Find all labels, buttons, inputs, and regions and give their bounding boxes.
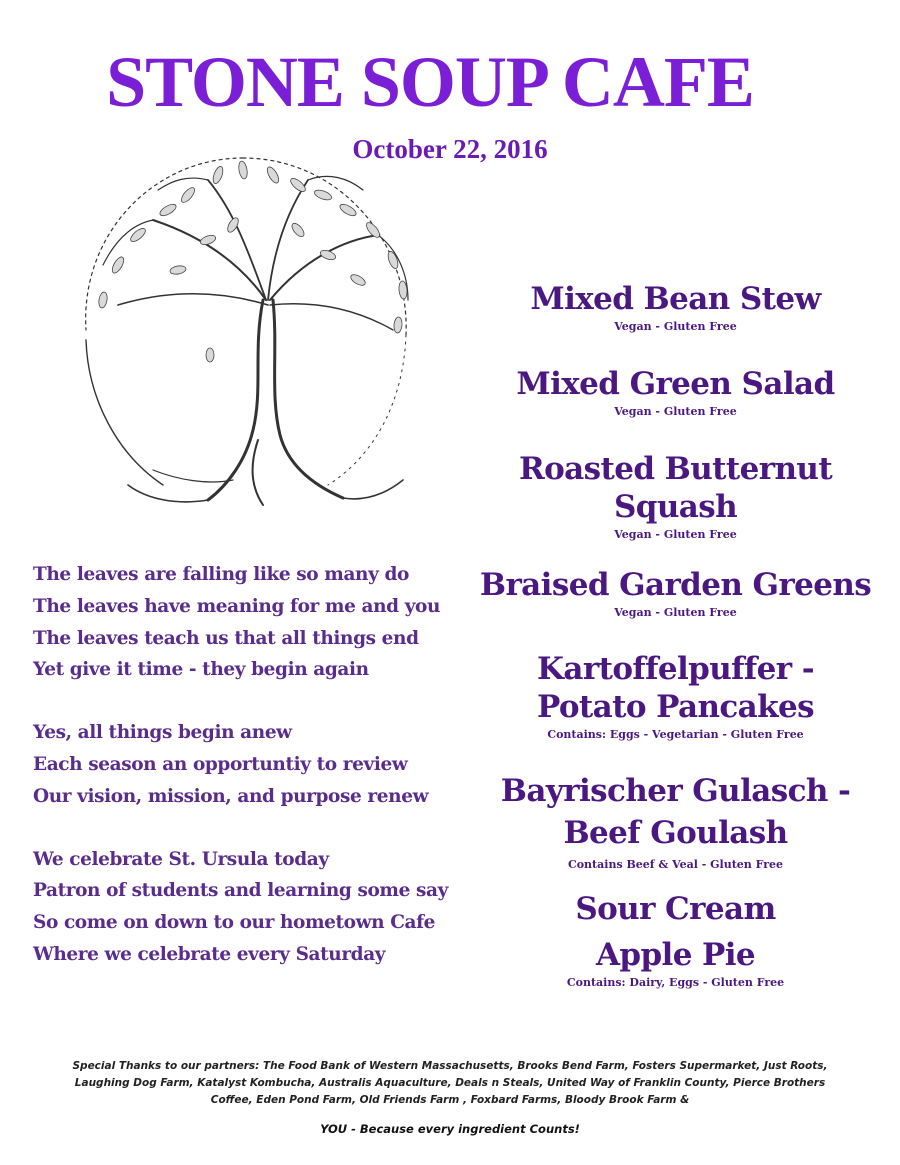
poem-line: Patron of students and learning some say — [33, 880, 448, 902]
menu-item-name: Roasted Butternut — [518, 451, 833, 487]
menu-item-name: Kartoffelpuffer - — [537, 651, 814, 687]
poem-line: The leaves are falling like so many do — [33, 564, 409, 585]
menu-item — [478, 365, 873, 421]
poem — [33, 559, 483, 1002]
menu-item-note: Contains Beef & Veal - Gluten Free — [567, 858, 784, 871]
menu-item-name: Braised Garden Greens — [479, 567, 872, 603]
poem-line: Yet give it time - they begin again — [33, 659, 369, 681]
menu-item-name: Potato Pancakes — [536, 689, 815, 725]
menu-item-note: Contains: Eggs - Vegetarian - Gluten Free — [547, 728, 804, 741]
poem-line: We celebrate St. Ursula today — [33, 848, 329, 870]
poem-line: So come on down to our hometown Cafe — [33, 912, 436, 934]
menu-item — [478, 650, 873, 744]
poem-line: Each season an opportuntiy to review — [33, 753, 408, 775]
poem-line: Where we celebrate every Saturday — [33, 943, 386, 965]
menu-item-note: Vegan - Gluten Free — [614, 320, 737, 333]
poem-line: Yes, all things begin anew — [33, 722, 292, 744]
poem-stanza — [33, 717, 483, 812]
menu-item-name: Squash — [613, 489, 738, 525]
menu-item-note: Vegan - Gluten Free — [614, 528, 737, 541]
menu-item-note: Vegan - Gluten Free — [614, 606, 737, 619]
cafe-title: STONE SOUP CAFE — [106, 42, 754, 122]
partners-thanks: Special Thanks to our partners: The Food Bank of Western Massachusetts, Brooks Bend Farm, Fosters Supermarket, Just Roots, Laughing Dog Farm, Katalyst Kombucha, Australis Aquaculture, Deals n Steals, United Way of Franklin County, Pierce Brothers Coffee, Eden Pond Farm, Old Friends Farm , Foxbard Farms, Bloody Brook Farm & — [72, 1060, 828, 1106]
poem-stanza — [33, 844, 483, 971]
menu-item-name: Apple Pie — [595, 937, 756, 973]
menu-item — [478, 280, 873, 336]
poem-stanza — [33, 559, 483, 686]
tree-of-life-icon — [58, 140, 428, 520]
menu-item — [478, 450, 873, 544]
menu-item-note: Contains: Dairy, Eggs - Gluten Free — [566, 976, 785, 989]
menu-item-name: Sour Cream — [575, 891, 776, 927]
menu-item-note: Vegan - Gluten Free — [614, 405, 737, 418]
menu-item-name: Mixed Green Salad — [516, 366, 835, 402]
ingredient-tagline: YOU - Because every ingredient Counts! — [320, 1122, 580, 1136]
poem-line: Our vision, mission, and purpose renew — [33, 785, 429, 807]
menu-date: October 22, 2016 — [352, 134, 548, 164]
poem-line: The leaves have meaning for me and you — [33, 595, 441, 617]
menu-item — [478, 772, 873, 874]
poem-line: The leaves teach us that all things end — [33, 627, 419, 649]
menu-item-name: Bayrischer Gulasch - — [500, 773, 851, 809]
menu-item-name: Mixed Bean Stew — [530, 281, 821, 317]
menu-item — [478, 890, 873, 992]
menu-item — [478, 566, 873, 622]
menu-item-name: Beef Goulash — [563, 815, 788, 851]
